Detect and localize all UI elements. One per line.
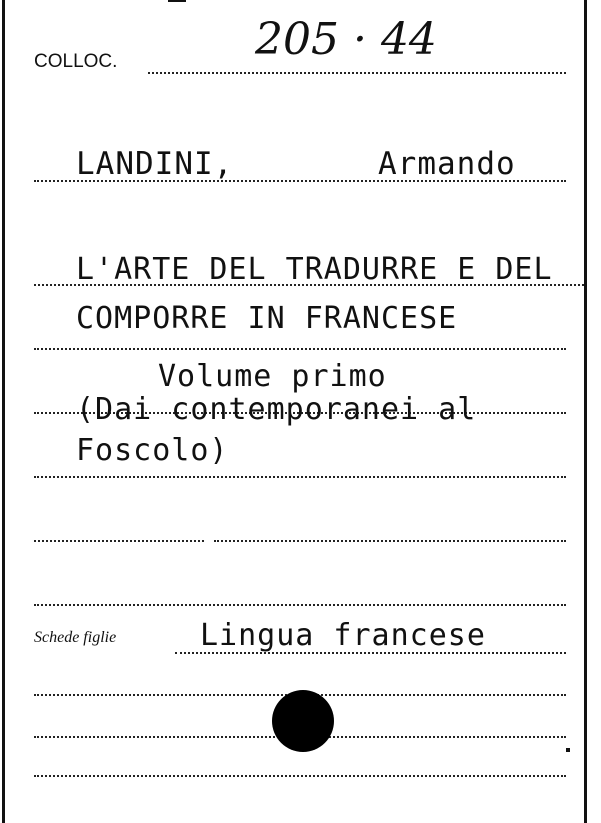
empty-dotted-line-left <box>34 540 204 542</box>
subtitle-line-1: (Dai contemporanei al <box>76 392 477 427</box>
author-given-name: Armando <box>378 146 516 182</box>
subtitle-line-2: Foscolo) <box>76 433 229 468</box>
ink-speck <box>566 748 570 752</box>
empty-dotted-line-right <box>214 540 566 542</box>
card-left-edge <box>2 0 5 823</box>
volume-line: Volume primo <box>158 359 387 394</box>
author-surname: LANDINI, <box>76 146 234 182</box>
empty-dotted-line-2 <box>34 604 566 606</box>
card-right-edge <box>584 0 587 823</box>
subtitle-second-dotted-line <box>34 476 566 478</box>
subject-heading: Lingua francese <box>200 618 486 653</box>
colloc-handwritten-number: 205 · 44 <box>255 14 437 65</box>
title-line-1: L'ARTE DEL TRADURRE E DEL <box>76 252 553 287</box>
title-line-2: COMPORRE IN FRANCESE <box>76 301 458 336</box>
top-edge-mark <box>168 0 186 2</box>
colloc-dotted-line <box>148 72 566 74</box>
bottom-dotted-line-3 <box>34 775 566 777</box>
colloc-label: COLLOC. <box>34 51 118 72</box>
title-second-dotted-line <box>34 348 566 350</box>
schede-figlie-label: Schede figlie <box>34 629 117 646</box>
punch-hole <box>272 690 334 752</box>
